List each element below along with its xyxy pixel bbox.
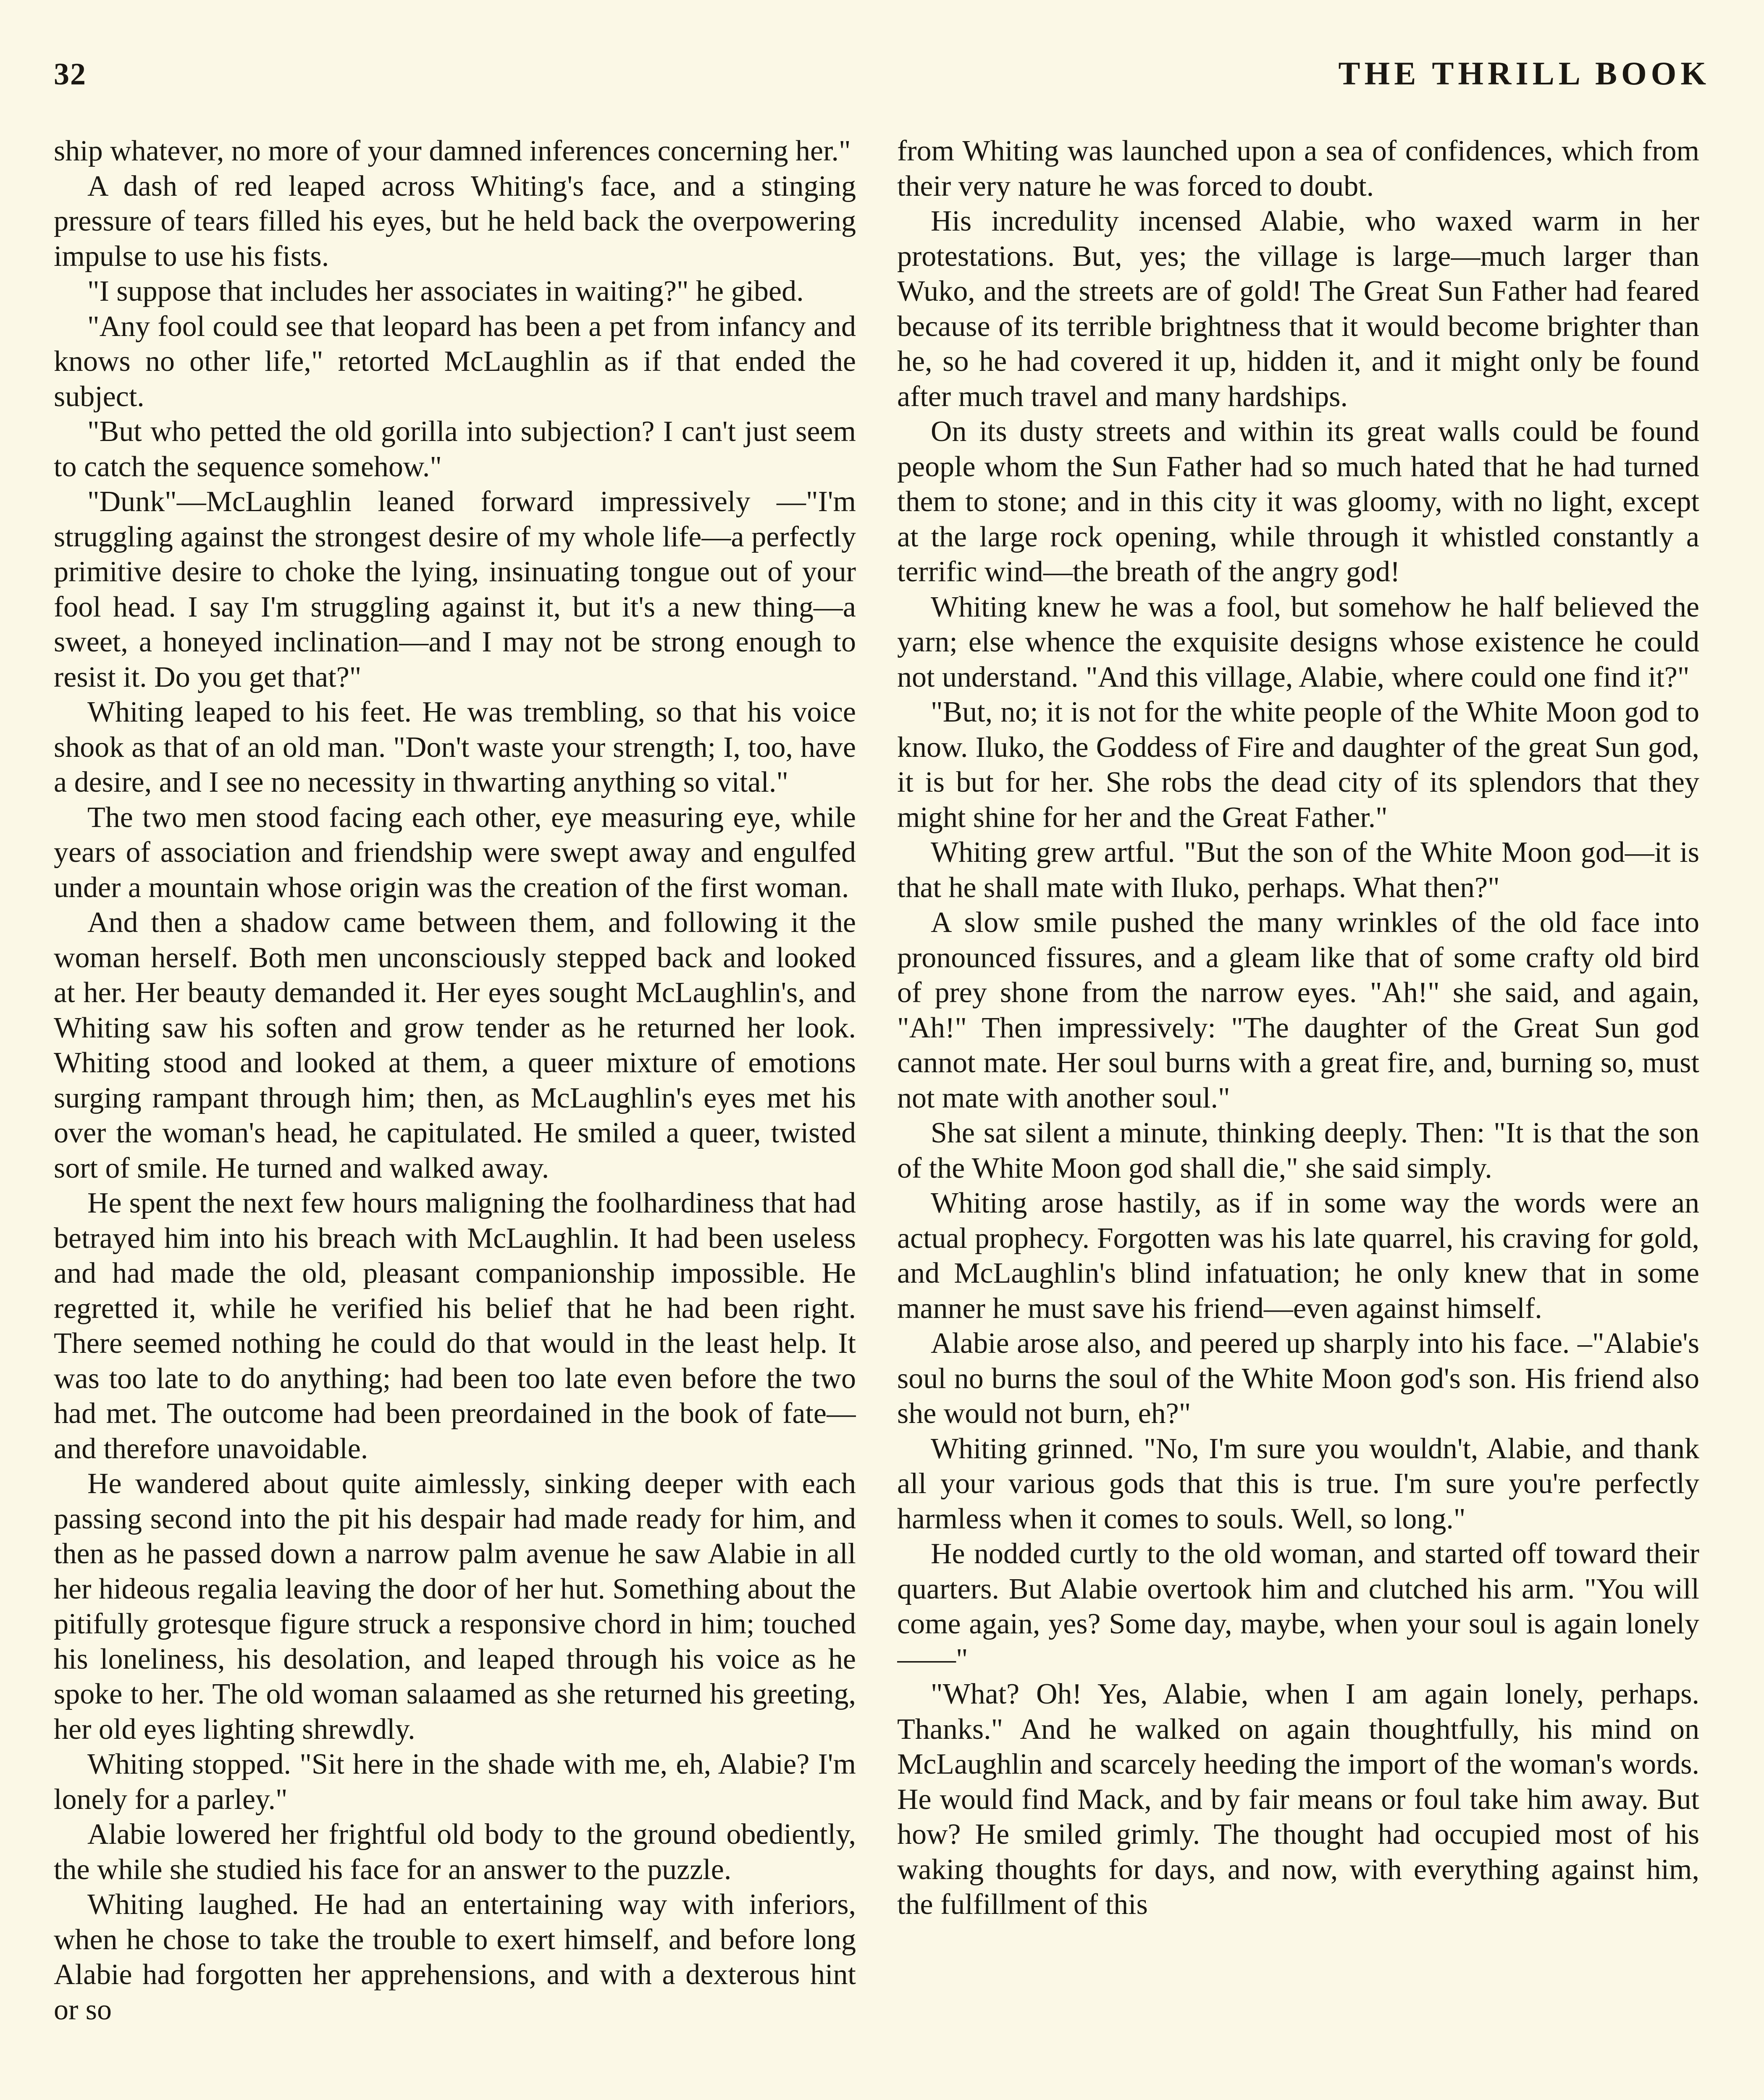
paragraph: His incredulity incensed Alabie, who waxed warm in her protestations. But, yes; the village is large—much larger than Wuko, and the streets are of gold! The Great Sun Father had feared because of its terrible brightness that it would become brighter than he, so he had covered it up, hidden it, and it might only be found after much travel and many hardships. [897, 205, 1699, 413]
paragraph: A slow smile pushed the many wrinkles of the old face into pronounced fissures, and a gleam like that of some crafty old bird of prey shone from the narrow eyes. "Ah!" she said, and again, "Ah!" Then impressively: "The daughter of the Great Sun god cannot mate. Her soul burns with a great fire, and, burning so, must not mate with another soul." [897, 906, 1699, 1114]
paragraph: Whiting grew artful. "But the son of the White Moon god—it is that he shall mate with Iluko, perhaps. What then?" [897, 836, 1699, 904]
paragraph: Whiting grinned. "No, I'm sure you wouldn't, Alabie, and thank all your various gods that this is true. I'm sure you're perfectly harmless when it comes to souls. Well, so long." [897, 1432, 1699, 1535]
paragraph: "What? Oh! Yes, Alabie, when I am again lonely, perhaps. Thanks." And he walked on again thoughtfully, his mind on McLaughlin and scarcely heeding the import of the woman's words. He would find Mack, and by fair means or foul take him away. But how? He smiled grimly. The thought had occupied most of his waking thoughts for days, and now, with everything against him, the fulfillment of this [897, 1678, 1699, 1921]
paragraph: Alabie lowered her frightful old body to the ground obediently, the while she studied his face for an answer to the puzzle. [54, 1818, 856, 1886]
paragraph: Whiting knew he was a fool, but somehow he half believed the yarn; else whence the exquisite designs whose existence he could not understand. "And this village, Alabie, where could one find it?" [897, 591, 1699, 693]
paragraph: Whiting arose hastily, as if in some way the words were an actual prophecy. Forgotten was his late quarrel, his craving for gold, and McLaughlin's blind infatuation; he only knew that in some manner he must save his friend—even against himself. [897, 1187, 1699, 1325]
paragraph: "But, no; it is not for the white people of the White Moon god to know. Iluko, the Goddess of Fire and daughter of the great Sun god, it is but for her. She robs the dead city of its splendors that they might shine for her and the Great Father." [897, 696, 1699, 834]
paragraph: ship whatever, no more of your damned inferences concerning her." [54, 135, 851, 167]
text-column-right [897, 134, 1699, 2100]
paragraph: He nodded curtly to the old woman, and started off toward their quarters. But Alabie overtook him and clutched his arm. "You will come again, yes? Some day, maybe, when your soul is again lonely——" [897, 1538, 1699, 1675]
paragraph: He spent the next few hours maligning the foolhardiness that had betrayed him into his breach with McLaughlin. It had been useless and had made the old, pleasant companionship impossible. He regretted it, while he verified his belief that he had been right. There seemed nothing he could do that would in the least help. It was too late to do anything; had been too late even before the two had met. The outcome had been preordained in the book of fate—and therefore unavoidable. [54, 1187, 856, 1465]
paragraph: "Any fool could see that leopard has been a pet from infancy and knows no other life," retorted McLaughlin as if that ended the subject. [54, 310, 856, 413]
paragraph: Whiting leaped to his feet. He was trembling, so that his voice shook as that of an old man. "Don't waste your strength; I, too, have a desire, and I see no necessity in thwarting anything so vital." [54, 696, 856, 798]
paragraph: She sat silent a minute, thinking deeply. Then: "It is that the son of the White Moon god shall die," she said simply. [897, 1117, 1699, 1184]
paragraph: Whiting laughed. He had an entertaining way with inferiors, when he chose to take the trouble to exert himself, and before long Alabie had forgotten her apprehensions, and with a dexterous hint or so [54, 1888, 856, 2026]
page-number: 32 [54, 57, 87, 92]
paragraph: Alabie arose also, and peered up sharply into his face. –"Alabie's soul no burns the soul of the White Moon god's son. His friend also she would not burn, eh?" [897, 1327, 1699, 1430]
magazine-title: THE THRILL BOOK [1338, 55, 1710, 92]
text-column-left [54, 134, 856, 2100]
paragraph: On its dusty streets and within its great walls could be found people whom the Sun Father had so much hated that he had turned them to stone; and in this city it was gloomy, with no light, except at the large rock opening, while through it whistled constantly a terrific wind—the breath of the angry god! [897, 415, 1699, 588]
paragraph: He wandered about quite aimlessly, sinking deeper with each passing second into the pit his despair had made ready for him, and then as he passed down a narrow palm avenue he saw Alabie in all her hideous regalia leaving the door of her hut. Something about the pitifully grotesque figure struck a responsive chord in him; touched his loneliness, his desolation, and leaped through his voice as he spoke to her. The old woman salaamed as she returned his greeting, her old eyes lighting shrewdly. [54, 1467, 856, 1746]
paragraph: from Whiting was launched upon a sea of confidences, which from their very nature he was forced to doubt. [897, 135, 1699, 202]
paragraph: "But who petted the old gorilla into subjection? I can't just seem to catch the sequence somehow." [54, 415, 856, 483]
paragraph: A dash of red leaped across Whiting's face, and a stinging pressure of tears filled his eyes, but he held back the overpowering impulse to use his fists. [54, 170, 856, 273]
paragraph: Whiting stopped. "Sit here in the shade with me, eh, Alabie? I'm lonely for a parley." [54, 1748, 856, 1816]
paragraph: "I suppose that includes her associates in waiting?" he gibed. [87, 275, 804, 307]
paragraph: "Dunk"—McLaughlin leaned forward impressively —"I'm struggling against the strongest desire of my whole life—a perfectly primitive desire to choke the lying, insinuating tongue out of your fool head. I say I'm struggling against it, but it's a new thing—a sweet, a honeyed inclination—and I may not be strong enough to resist it. Do you get that?" [54, 486, 856, 693]
paragraph: The two men stood facing each other, eye measuring eye, while years of association and friendship were swept away and engulfed under a mountain whose origin was the creation of the first woman. [54, 801, 856, 904]
paragraph: And then a shadow came between them, and following it the woman herself. Both men unconsciously stepped back and looked at her. Her beauty demanded it. Her eyes sought McLaughlin's, and Whiting saw his soften and grow tender as he returned her look. Whiting stood and looked at them, a queer mixture of emotions surging rampant through him; then, as McLaughlin's eyes met his over the woman's head, he capitulated. He smiled a queer, twisted sort of smile. He turned and walked away. [54, 906, 856, 1184]
